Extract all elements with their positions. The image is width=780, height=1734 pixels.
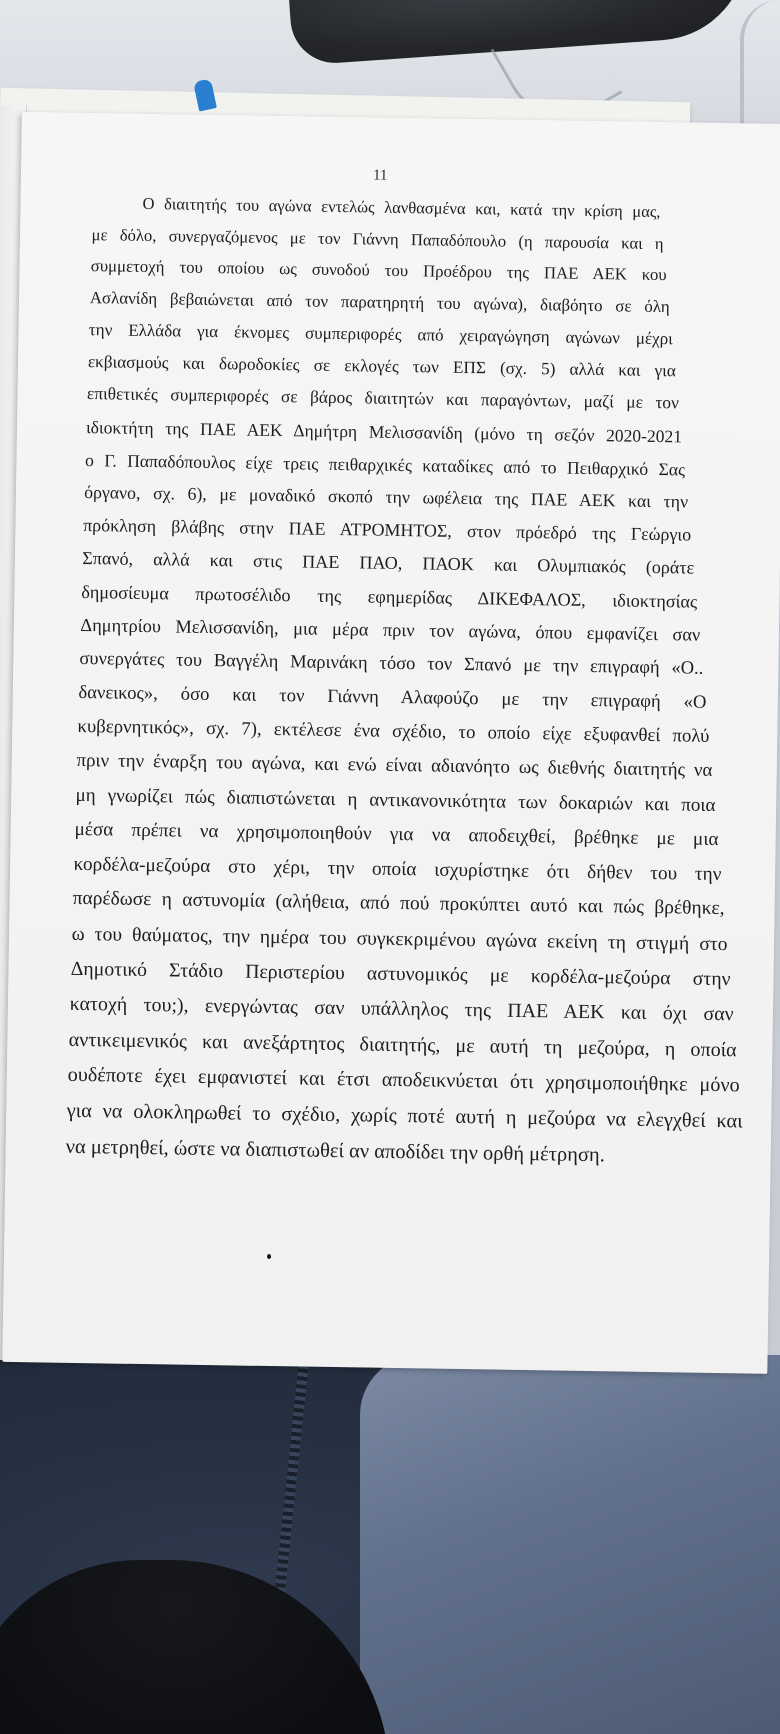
text-line: Ο διαιτητής του αγώνα εντελώς λανθασμένα και, κατά την κρίση μας, — [142, 193, 661, 222]
text-line: Δημητρίου Μελισσανίδη, μια μέρα πριν τον αγώνα, όπου εμφανίζει σαν — [80, 615, 701, 645]
text-line: παρέδωσε η αστυνομία (αλήθεια, από πού προκύπτει αυτό και πώς βρέθηκε, — [72, 888, 725, 920]
text-line: μη γνωρίζει πώς διαπιστώνεται η αντικανονικότητα των δοκαριών και ποια — [75, 784, 716, 816]
text-line: Σπανό, αλλά και στις ΠΑΕ ΠΑΟ, ΠΑΟΚ και Ολυμπιακός (οράτε — [82, 548, 695, 578]
text-line: την Ελλάδα για έκνομες συμπεριφορές από χειραγώγηση αγώνων μέχρι — [88, 320, 673, 349]
text-line: συμμετοχή του οποίου ως συνοδού του Προέδρου της ΠΑΕ ΑΕΚ κου — [90, 256, 667, 285]
text-line: όργανο, σχ. 6), με μοναδικό σκοπό την ωφέλεια της ΠΑΕ ΑΕΚ και την — [84, 482, 689, 512]
text-line: κορδέλα-μεζούρα στο χέρι, την οποία ισχυρίστηκε ότι δήθεν του την — [73, 853, 722, 885]
text-line: συνεργάτες του Βαγγέλη Μαρινάκη τόσο τον Σπανό με την επιγραφή «Ο.. — [79, 648, 704, 679]
text-line: με δόλο, συνεργαζόμενος με τον Γιάννη Παπαδόπουλο (η παρουσία και η — [91, 224, 664, 253]
text-line: Ασλανίδη βεβαιώνεται από τον παρατηρητή του αγώνα), διαβόητο σε όλη — [89, 288, 670, 317]
text-line: ο Γ. Παπαδόπουλος είχε τρεις πειθαρχικές καταδίκες από το Πειθαρχικό Σας — [84, 449, 686, 479]
text-line: για να ολοκληρωθεί το σχέδιο, χωρίς ποτέ αυτή η μεζούρα να ελεγχθεί και — [66, 1099, 743, 1133]
text-line: ουδέποτε έχει εμφανιστεί και έτσι αποδεικνύεται ότι χρησιμοποιήθηκε μόνο — [67, 1064, 740, 1097]
text-line: ω του θαύματος, την ημέρα του συγκεκριμένου αγώνα εκείνη τη στιγμή στο — [71, 923, 728, 956]
text-line: εκβιασμούς και δωροδοκίες σε εκλογές των ΕΠΣ (σχ. 5) αλλά και για — [87, 352, 677, 381]
text-line: κυβερνητικός», σχ. 7), εκτέλεσε ένα σχέδιο, το οποίο είχε εξυφανθεί πολύ — [77, 716, 710, 748]
text-line: πριν την έναρξη του αγώνα, και ενώ είναι αδιανόητο ως διεθνής διαιτητής να — [76, 750, 713, 782]
text-line: δημοσίευμα πρωτοσέλιδο της εφημερίδας ΔΙΚΕΦΑΛΟΣ, ιδιοκτησίας — [81, 581, 698, 612]
stray-mark — [267, 1254, 271, 1259]
page-number: 11 — [372, 167, 388, 184]
document-page — [2, 112, 780, 1374]
text-line: επιθετικές συμπεριφορές σε βάρος διαιτητών και παραγόντων, μαζί με τον — [86, 384, 680, 413]
text-line: δανεικος», όσο και τον Γιάννη Αλαφούζο με την επιγραφή «Ο — [78, 682, 707, 714]
text-line: αντικειμενικός και ανεξάρτητος διαιτητής, με αυτή τη μεζούρα, η οποία — [68, 1028, 737, 1062]
text-line: να μετρηθεί, ώστε να διαπιστωθεί αν αποδίδει την ορθή μέτρηση. — [65, 1135, 606, 1167]
jeans-light-area — [360, 1355, 780, 1734]
text-line: Δημοτικό Στάδιο Περιστερίου αστυνομικός με κορδέλα-μεζούρα στην — [70, 958, 731, 991]
body-text — [65, 193, 771, 1167]
cable-right — [740, 0, 780, 140]
text-line: πρόκληση βλάβης στην ΠΑΕ ΑΤΡΟΜΗΤΟΣ, στον πρόεδρό της Γεώργιο — [83, 515, 692, 545]
text-line: ιδιοκτήτη της ΠΑΕ ΑΕΚ Δημήτρη Μελισσανίδη (μόνο τη σεζόν 2020-2021 — [85, 416, 683, 447]
text-line: μέσα πρέπει να χρησιμοποιηθούν για να αποδειχθεί, βρέθηκε με μια — [74, 818, 719, 850]
text-line: κατοχή του;), ενεργώντας σαν υπάλληλος της ΠΑΕ ΑΕΚ και όχι σαν — [69, 993, 734, 1026]
